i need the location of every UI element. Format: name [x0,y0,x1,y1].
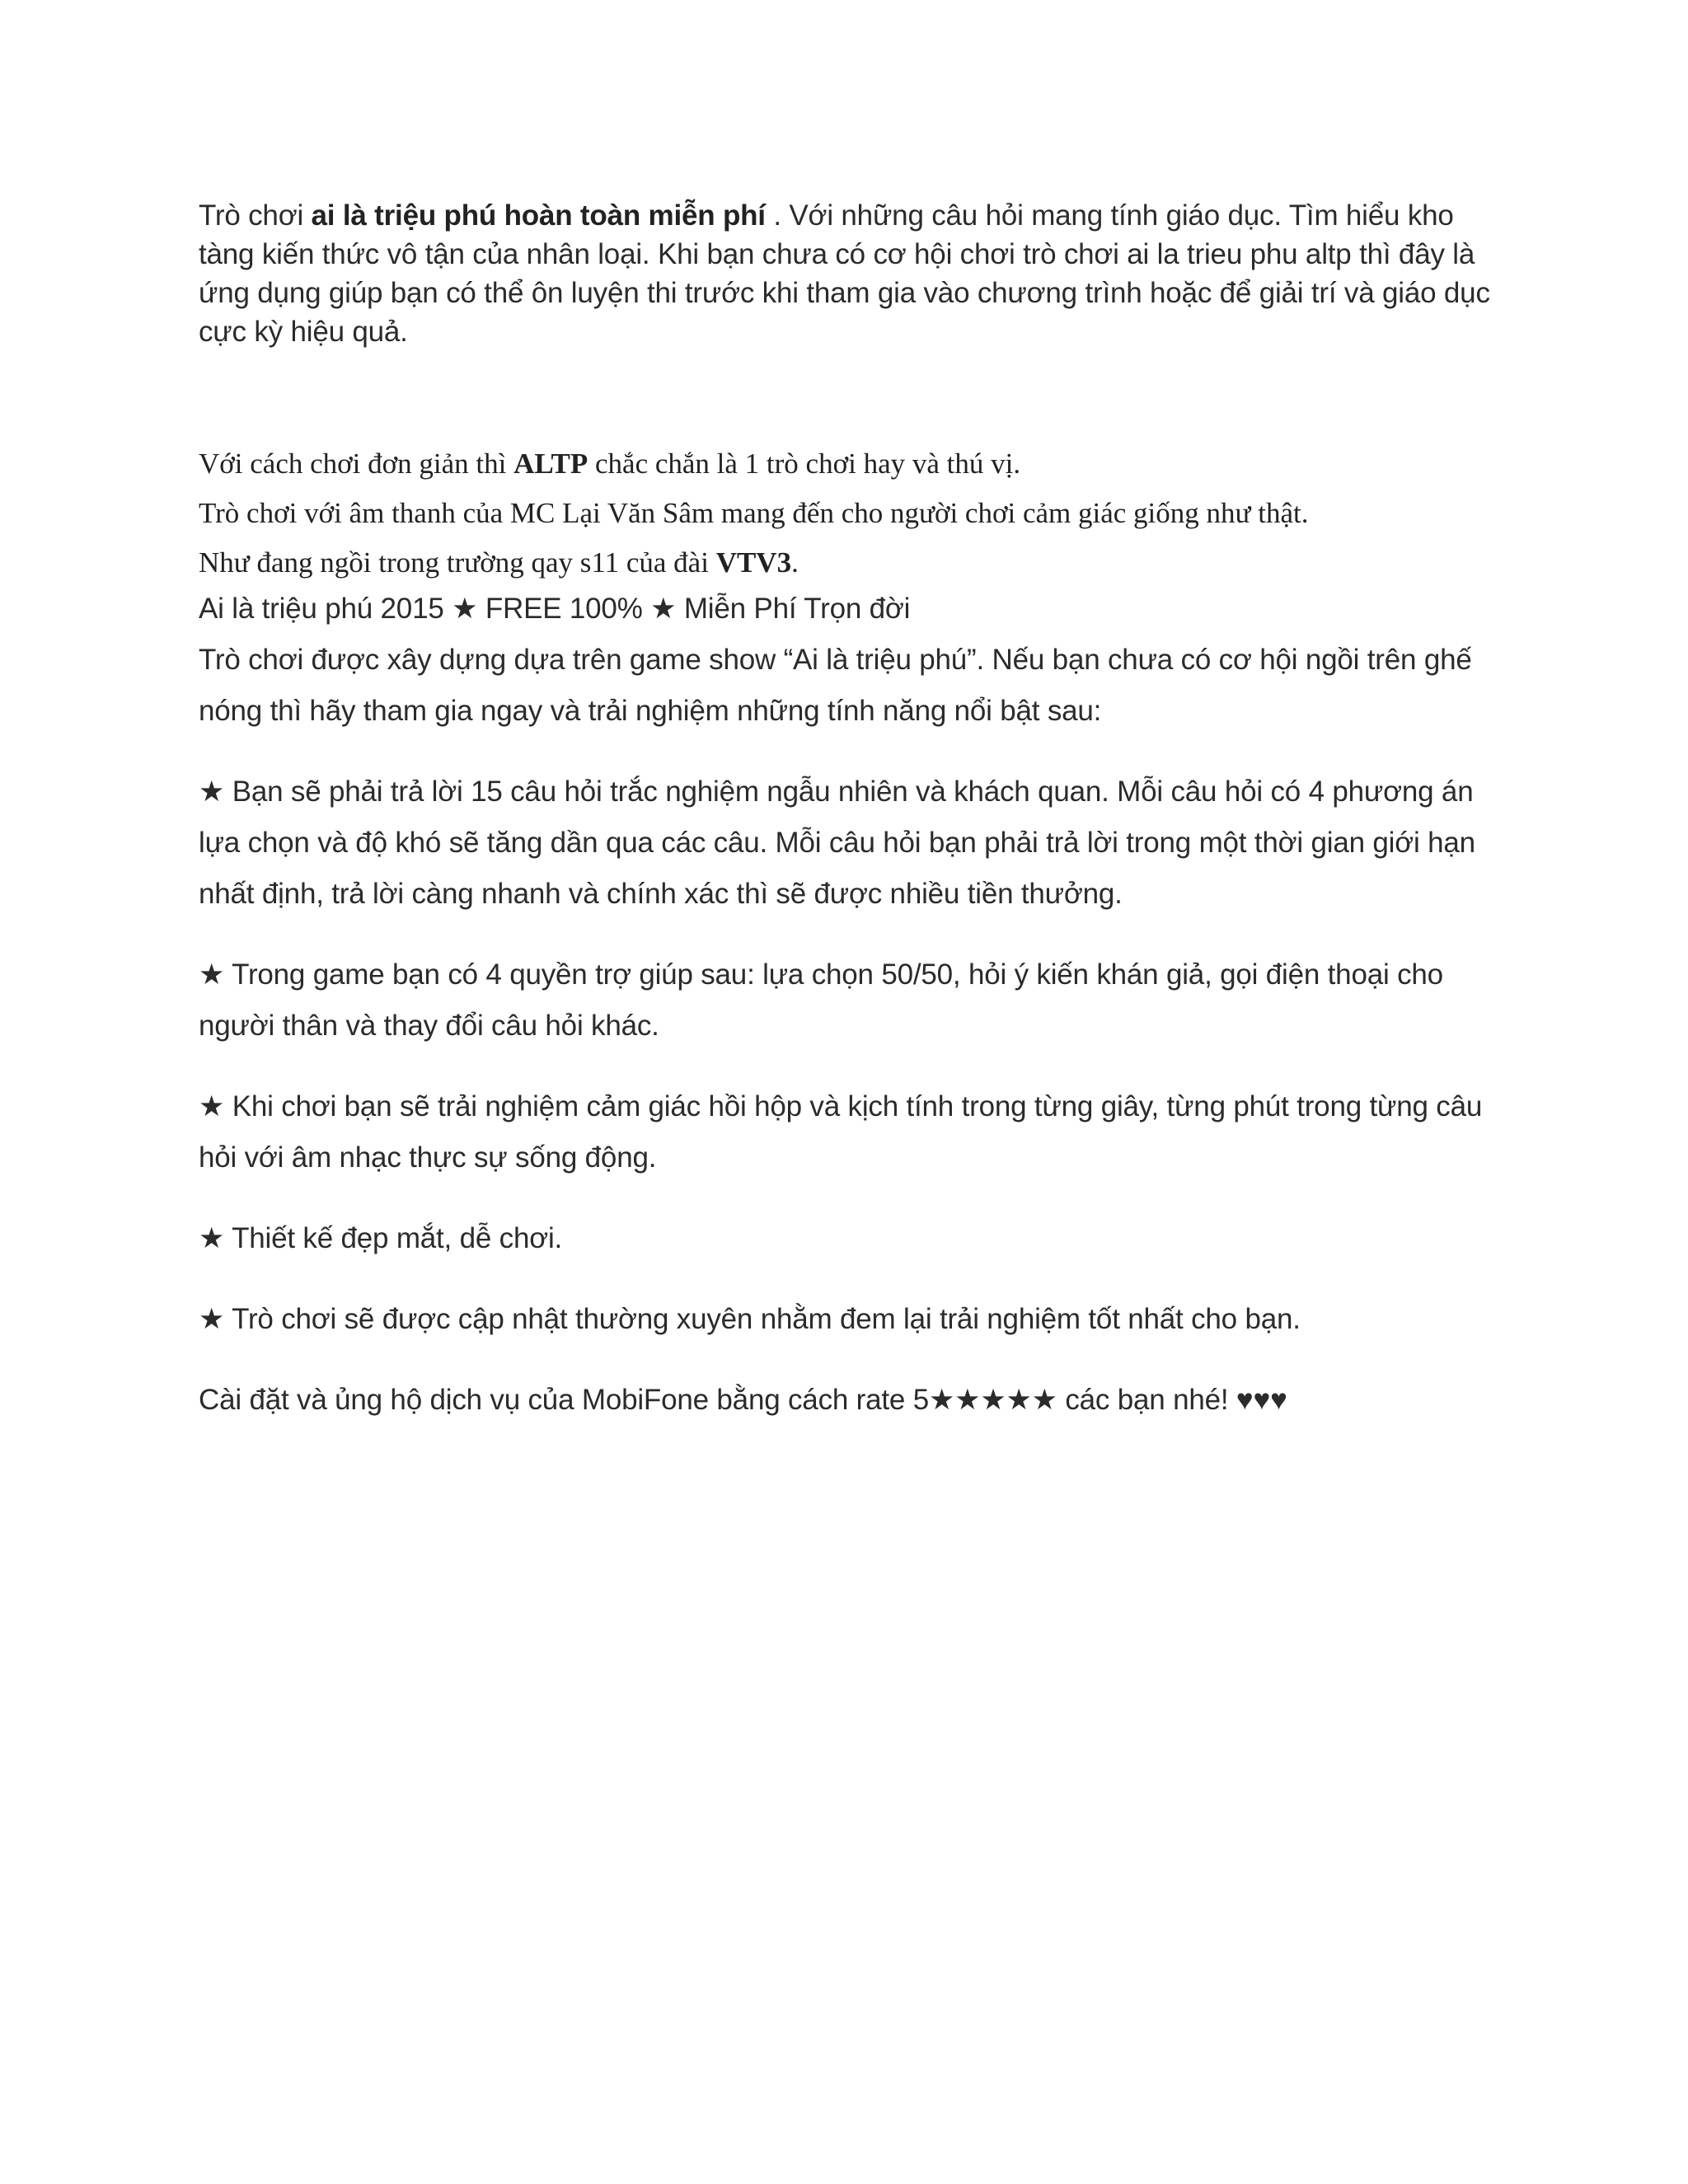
headline: Ai là triệu phú 2015 ★ FREE 100% ★ Miễn Phí Trọn đời [199,593,911,625]
paragraph-gap [199,1264,1501,1294]
serif-line-2: Trò chơi với âm thanh của MC Lại Văn Sâm mang đến cho người chơi cảm giác giống như thật. [199,497,1309,529]
serif-line-1-rest: chắc chắn là 1 trò chơi hay và thú vị. [588,448,1021,480]
serif-line-3-rest: . [791,546,799,579]
feature-item: ★ Trong game bạn có 4 quyền trợ giúp sau: lựa chọn 50/50, hỏi ý kiến khán giả, gọi điện thoại cho người thân và thay đổi câu hỏi khác. [199,958,1443,1042]
paragraph-gap [199,737,1501,766]
intro-rest: . Với những câu hỏi mang tính giáo dục. Tìm hiểu kho tàng kiến thức vô tận của nhân loại. Khi bạn chưa có cơ hội chơi trò chơi ai la trieu phu altp thì đây là ứng dụng giúp bạn có thể ôn luyện thi trước khi tham gia vào chương trình hoặc để giải trí và giáo dục cực kỳ hiệu quả. [199,199,1490,348]
serif-line-3-text: Như đang ngồi trong trường qay s11 của đài [199,546,716,579]
section-spacer [199,351,1501,443]
serif-line-1 [199,443,1501,485]
line-gap [199,485,1501,493]
paragraph-gap [199,1183,1501,1213]
feature-item: ★ Thiết kế đẹp mắt, dễ chơi. [199,1222,563,1254]
feature-item: ★ Bạn sẽ phải trả lời 15 câu hỏi trắc nghiệm ngẫu nhiên và khách quan. Mỗi câu hỏi có 4 phương án lựa chọn và độ khó sẽ tăng dần qua các câu. Mỗi câu hỏi bạn phải trả lời trong một thời gian giới hạn nhất định, trả lời càng nhanh và chính xác thì sẽ được nhiều tiền thưởng. [199,776,1475,910]
intro-prefix: Trò chơi [199,199,312,232]
intro-paragraph [199,196,1501,351]
serif-line-3-bold: VTV3 [715,546,792,579]
closing-line: Cài đặt và ủng hộ dịch vụ của MobiFone bằng cách rate 5★★★★★ các bạn nhé! ♥♥♥ [199,1384,1287,1416]
intro-bold-phrase: ai là triệu phú hoàn toàn miễn phí [311,199,766,232]
serif-line-1-text: Với cách chơi đơn giản thì [199,448,514,480]
serif-line-3 [199,542,1501,583]
line-gap [199,534,1501,542]
paragraph-gap [199,920,1501,949]
serif-line-1-bold: ALTP [513,448,588,480]
document-body [199,196,1501,1426]
paragraph-gap [199,1052,1501,1081]
feature-item: ★ Khi chơi bạn sẽ trải nghiệm cảm giác hồi hộp và kịch tính trong từng giây, từng phút trong từng câu hỏi với âm nhạc thực sự sống động. [199,1090,1483,1174]
description-paragraph: Trò chơi được xây dựng dựa trên game show “Ai là triệu phú”. Nếu bạn chưa có cơ hội ngồi trên ghế nóng thì hãy tham gia ngay và trải nghiệm những tính năng nổi bật sau: [199,644,1472,727]
feature-item: ★ Trò chơi sẽ được cập nhật thường xuyên nhằm đem lại trải nghiệm tốt nhất cho bạn. [199,1303,1301,1335]
paragraph-gap [199,1345,1501,1375]
